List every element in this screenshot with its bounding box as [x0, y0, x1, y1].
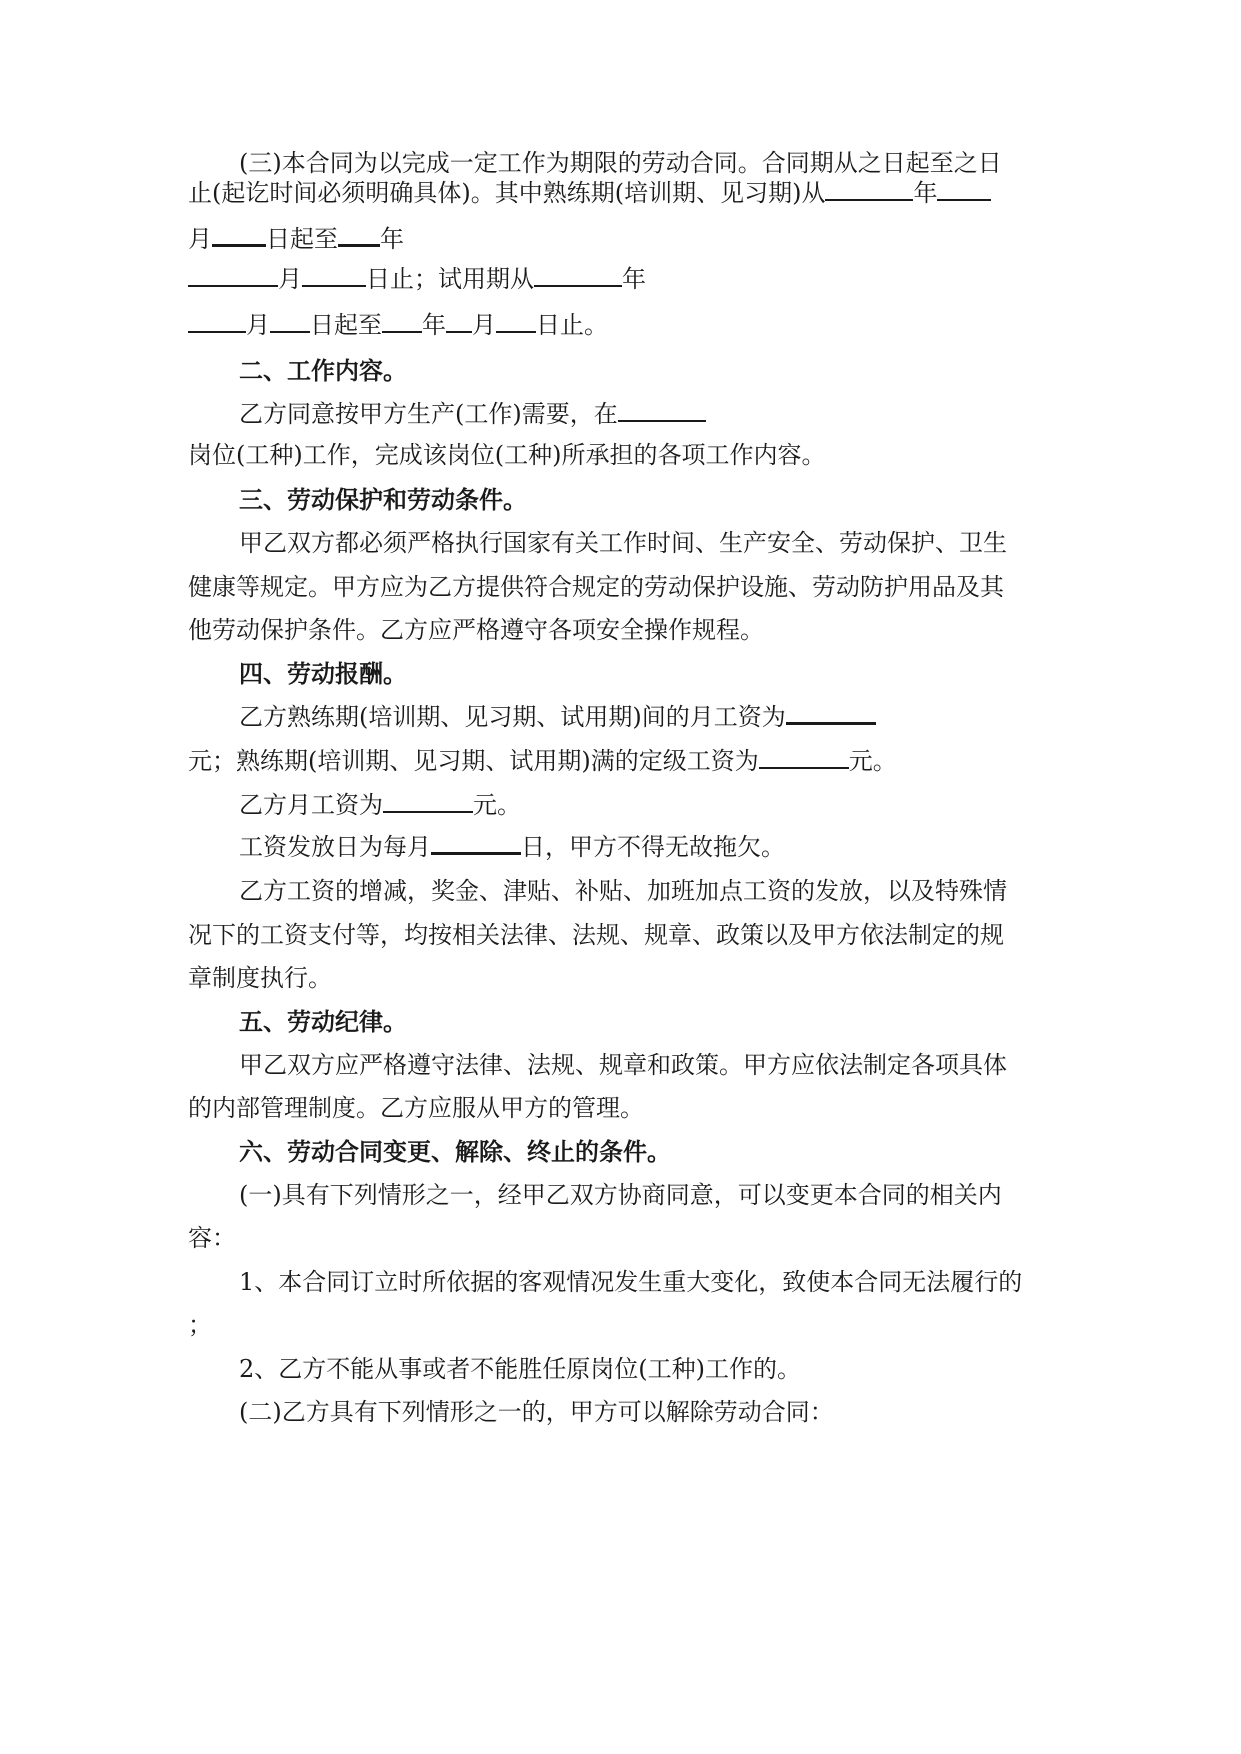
heading-text: 五、劳动纪律。 — [239, 1007, 407, 1036]
text: 甲乙双方应严格遵守法律、法规、规章和政策。甲方应依法制定各项具体 — [239, 1051, 1007, 1079]
text: 章制度执行。 — [188, 964, 332, 992]
paragraph-line — [239, 830, 785, 864]
text: ； — [188, 1311, 212, 1339]
paragraph-line — [239, 700, 876, 734]
fill-blank[interactable] — [188, 311, 246, 333]
text: 元；熟练期(培训期、见习期、试用期)满的定级工资为 — [188, 747, 759, 775]
text: 年 — [913, 179, 938, 207]
fill-blank[interactable] — [496, 311, 536, 333]
fill-blank[interactable] — [302, 265, 366, 287]
paragraph-line — [188, 222, 404, 256]
text: 月 — [472, 311, 496, 339]
paragraph-line — [188, 1308, 212, 1342]
text: 月 — [188, 225, 212, 253]
text: 岗位(工种)工作，完成该岗位(工种)所承担的各项工作内容。 — [188, 441, 826, 469]
paragraph-line — [239, 788, 521, 822]
fill-blank[interactable] — [759, 747, 849, 769]
heading-text: 二、工作内容。 — [239, 356, 407, 385]
paragraph-line — [188, 308, 608, 342]
paragraph-line — [188, 570, 1004, 604]
text: 况下的工资支付等，均按相关法律、法规、规章、政策以及甲方依法制定的规 — [188, 921, 1004, 949]
fill-blank[interactable] — [188, 265, 278, 287]
text: 的内部管理制度。乙方应服从甲方的管理。 — [188, 1094, 644, 1122]
text: 元。 — [848, 747, 897, 775]
fill-blank[interactable] — [382, 311, 422, 333]
text: 年 — [380, 225, 404, 253]
text: 月 — [246, 311, 270, 339]
text: 元。 — [473, 791, 521, 819]
heading-text: 六、劳动合同变更、解除、终止的条件。 — [239, 1137, 671, 1166]
text: 日起至 — [310, 311, 382, 339]
text: 乙方工资的增减，奖金、津贴、补贴、加班加点工资的发放，以及特殊情 — [239, 877, 1007, 905]
text: 日起至 — [266, 225, 338, 253]
paragraph-line — [239, 1048, 1007, 1082]
fill-blank[interactable] — [786, 702, 876, 725]
fill-blank[interactable] — [338, 224, 380, 247]
paragraph-line — [188, 744, 897, 778]
text: 月 — [278, 265, 302, 293]
paragraph-line — [188, 1221, 236, 1255]
text: 日止；试用期从 — [366, 265, 534, 293]
text: 日止。 — [536, 311, 608, 339]
paragraph-line — [239, 1352, 801, 1386]
text: 容： — [188, 1224, 236, 1252]
paragraph-line — [239, 1395, 834, 1429]
paragraph-line — [188, 176, 991, 210]
text: 乙方月工资为 — [239, 791, 383, 819]
section-heading — [239, 354, 407, 388]
fill-blank[interactable] — [383, 791, 473, 813]
fill-blank[interactable] — [534, 265, 622, 287]
text: (二)乙方具有下列情形之一的，甲方可以解除劳动合同： — [239, 1398, 834, 1426]
paragraph-line — [188, 918, 1004, 952]
paragraph-line — [188, 613, 764, 647]
paragraph-line — [239, 874, 1007, 908]
text: (三)本合同为以完成一定工作为期限的劳动合同。合同期从之日起至之日 — [239, 149, 1002, 177]
text: 1、本合同订立时所依据的客观情况发生重大变化，致使本合同无法履行的 — [239, 1268, 1023, 1296]
text: 止(起讫时间必须明确具体)。其中熟练期(培训期、见习期)从 — [188, 179, 826, 207]
text: 年 — [622, 265, 646, 293]
text: 甲乙双方都必须严格执行国家有关工作时间、生产安全、劳动保护、卫生 — [239, 529, 1007, 557]
section-heading — [239, 483, 527, 517]
paragraph-line — [239, 526, 1007, 560]
paragraph-line — [239, 397, 706, 431]
text: 乙方熟练期(培训期、见习期、试用期)间的月工资为 — [239, 703, 786, 731]
fill-blank[interactable] — [825, 179, 913, 201]
fill-blank[interactable] — [446, 311, 472, 333]
fill-blank[interactable] — [212, 224, 266, 247]
text: 年 — [422, 311, 446, 339]
text: 乙方同意按甲方生产(工作)需要，在 — [239, 400, 618, 428]
fill-blank[interactable] — [937, 179, 991, 201]
paragraph-line — [188, 1091, 644, 1125]
paragraph-line — [239, 1265, 1022, 1299]
paragraph-line — [188, 438, 825, 472]
fill-blank[interactable] — [618, 400, 706, 422]
paragraph-line — [188, 262, 646, 296]
fill-blank[interactable] — [270, 311, 310, 333]
text: 健康等规定。甲方应为乙方提供符合规定的劳动保护设施、劳动防护用品及其 — [188, 573, 1004, 601]
text: 2、乙方不能从事或者不能胜任原岗位(工种)工作的。 — [239, 1355, 801, 1383]
text: 日，甲方不得无故拖欠。 — [521, 833, 785, 861]
section-heading — [239, 1135, 671, 1169]
section-heading — [239, 657, 407, 691]
heading-text: 四、劳动报酬。 — [239, 659, 407, 688]
paragraph-line — [239, 146, 1002, 180]
section-heading — [239, 1005, 407, 1039]
text: 工资发放日为每月 — [239, 833, 431, 861]
heading-text: 三、劳动保护和劳动条件。 — [239, 485, 527, 514]
paragraph-line — [239, 1178, 1002, 1212]
text: 他劳动保护条件。乙方应严格遵守各项安全操作规程。 — [188, 616, 764, 644]
fill-blank[interactable] — [431, 832, 521, 855]
text: (一)具有下列情形之一，经甲乙双方协商同意，可以变更本合同的相关内 — [239, 1181, 1002, 1209]
paragraph-line — [188, 961, 332, 995]
